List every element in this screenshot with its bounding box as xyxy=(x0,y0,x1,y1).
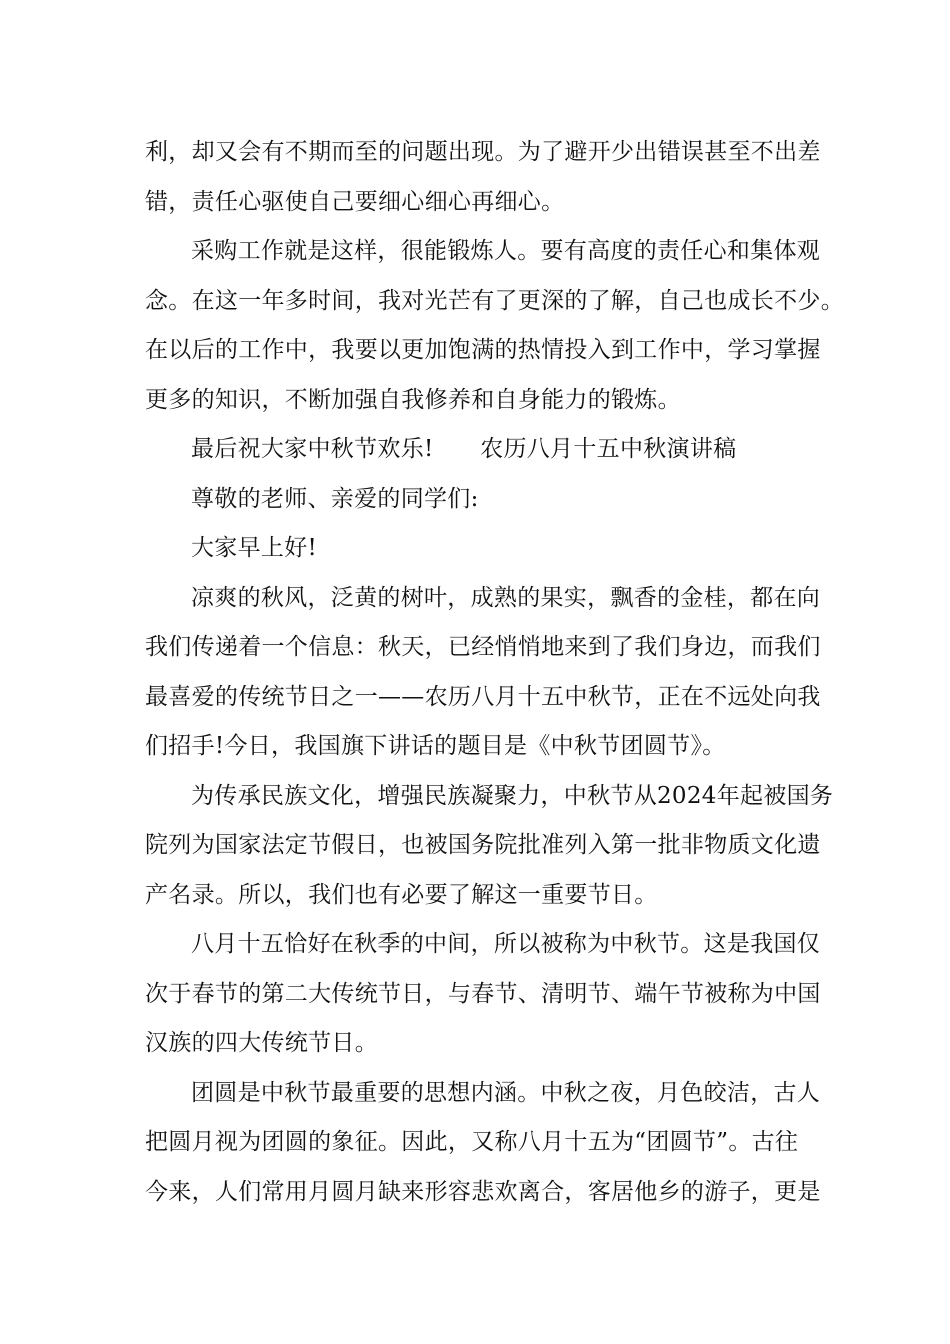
text-line: 尊敬的老师、亲爱的同学们: xyxy=(191,485,479,512)
text-line: 念。在这一年多时间，我对光芒有了更深的了解，自己也成长不少。 xyxy=(145,287,844,314)
paragraph-p1 xyxy=(145,128,821,227)
text-line: 次于春节的第二大传统节日，与春节、清明节、端午节被称为中国 xyxy=(145,980,821,1007)
text-line: 最喜爱的传统节日之一——农历八月十五中秋节，正在不远处向我 xyxy=(145,683,821,710)
text-line: 错，责任心驱使自己要细心细心再细心。 xyxy=(145,188,565,215)
text-line: 在以后的工作中，我要以更加饱满的热情投入到工作中，学习掌握 xyxy=(145,337,821,363)
text-line: 产名录。所以，我们也有必要了解这一重要节日。 xyxy=(145,881,658,908)
text-line: 利，却又会有不期而至的问题出现。为了避开少出错误甚至不出差 xyxy=(145,139,821,165)
paragraph-p2 xyxy=(145,227,844,425)
text-line: 今来，人们常用月圆月缺来形容悲欢离合，客居他乡的游子，更是 xyxy=(145,1178,821,1205)
text-line: 为传承民族文化，增强民族凝聚力，中秋节从2024年起被国务 xyxy=(191,782,834,809)
text-line: 最后祝大家中秋节欢乐! 农历八月十五中秋演讲稿 xyxy=(191,436,737,462)
paragraph-p4 xyxy=(145,475,815,525)
paragraph-p3 xyxy=(145,425,815,475)
paragraph-p8 xyxy=(145,920,821,1069)
document-body xyxy=(145,128,844,1217)
text-line: 团圆是中秋节最重要的思想内涵。中秋之夜，月色皎洁，古人 xyxy=(191,1079,821,1106)
text-line: 采购工作就是这样，很能锻炼人。要有高度的责任心和集体观 xyxy=(191,238,821,264)
paragraph-p5 xyxy=(145,524,815,574)
paragraph-p6 xyxy=(145,574,821,772)
text-line: 汉族的四大传统节日。 xyxy=(145,1030,378,1056)
text-line: 把圆月视为团圆的象征。因此，又称八月十五为“团圆节”。古往 xyxy=(145,1129,799,1155)
text-line: 院列为国家法定节假日，也被国务院批准列入第一批非物质文化遗 xyxy=(145,832,821,858)
paragraph-p9 xyxy=(145,1069,821,1218)
text-line: 更多的知识，不断加强自我修养和自身能力的锻炼。 xyxy=(145,386,681,413)
text-line: 大家早上好! xyxy=(191,535,318,561)
text-line: 我们传递着一个信息：秋天，已经悄悄地来到了我们身边，而我们 xyxy=(145,634,821,660)
paragraph-p7 xyxy=(145,772,834,921)
text-line: 八月十五恰好在秋季的中间，所以被称为中秋节。这是我国仅 xyxy=(191,931,821,957)
text-line: 凉爽的秋风，泛黄的树叶，成熟的果实，飘香的金桂，都在向 xyxy=(191,584,821,611)
text-line: 们招手!今日，我国旗下讲话的题目是《中秋节团圆节》。 xyxy=(145,733,726,759)
